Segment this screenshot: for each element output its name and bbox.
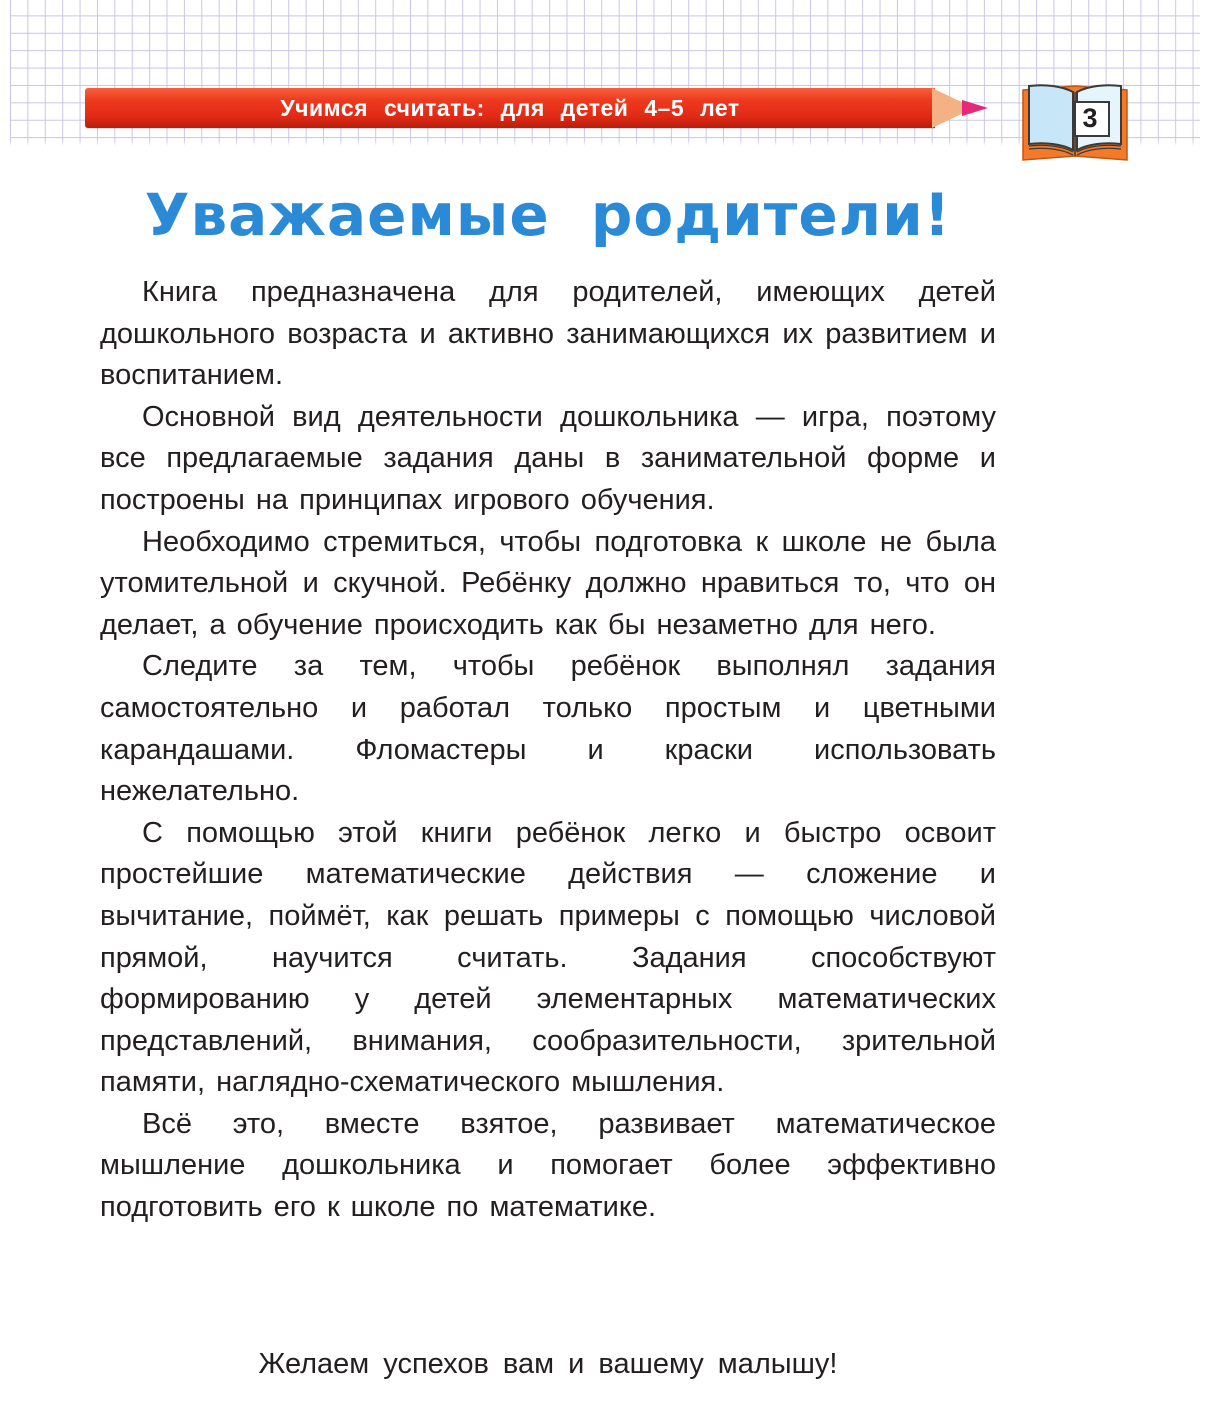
page-title: Уважаемые родители!: [144, 181, 952, 249]
pencil-lead: [962, 100, 988, 116]
paragraph: Всё это, вместе взятое, развивает математическое мышление дошкольника и помогает более эффективно подготовить его к школе по математике.: [100, 1107, 996, 1224]
paragraph: Необходимо стремиться, чтобы подготовка к школе не была утомительной и скучной. Ребёнку должно нравиться то, что он делает, а обучение происходить как бы незаметно для него.: [100, 525, 996, 641]
paragraph: Основной вид деятельности дошкольника — игра, поэтому все предлагаемые задания даны в занимательной форме и построены на принципах игрового обучения.: [100, 400, 996, 516]
header-title: Учимся считать: для детей 4–5 лет: [280, 95, 740, 121]
body-text: [100, 272, 996, 1229]
paragraph: Книга предназначена для родителей, имеющих детей дошкольного возраста и активно занимающихся их развитием и воспитанием.: [100, 276, 996, 392]
page-number: 3: [1082, 103, 1098, 133]
paragraph: С помощью этой книги ребёнок легко и быстро освоит простейшие математические действия — сложение и вычитание, поймёт, как решать примеры с помощью числовой прямой, научится считать. Задания способствуют формированию у детей элементарных математических представлений, внимания, сообразительности, зрительной памяти, наглядно-схематического мышления.: [100, 816, 996, 1099]
closing-wish: Желаем успехов вам и вашему малышу!: [258, 1348, 838, 1380]
paragraph: Следите за тем, чтобы ребёнок выполнял задания самостоятельно и работал только простым и цветными карандашами. Фломастеры и краски использовать нежелательно.: [100, 650, 996, 808]
